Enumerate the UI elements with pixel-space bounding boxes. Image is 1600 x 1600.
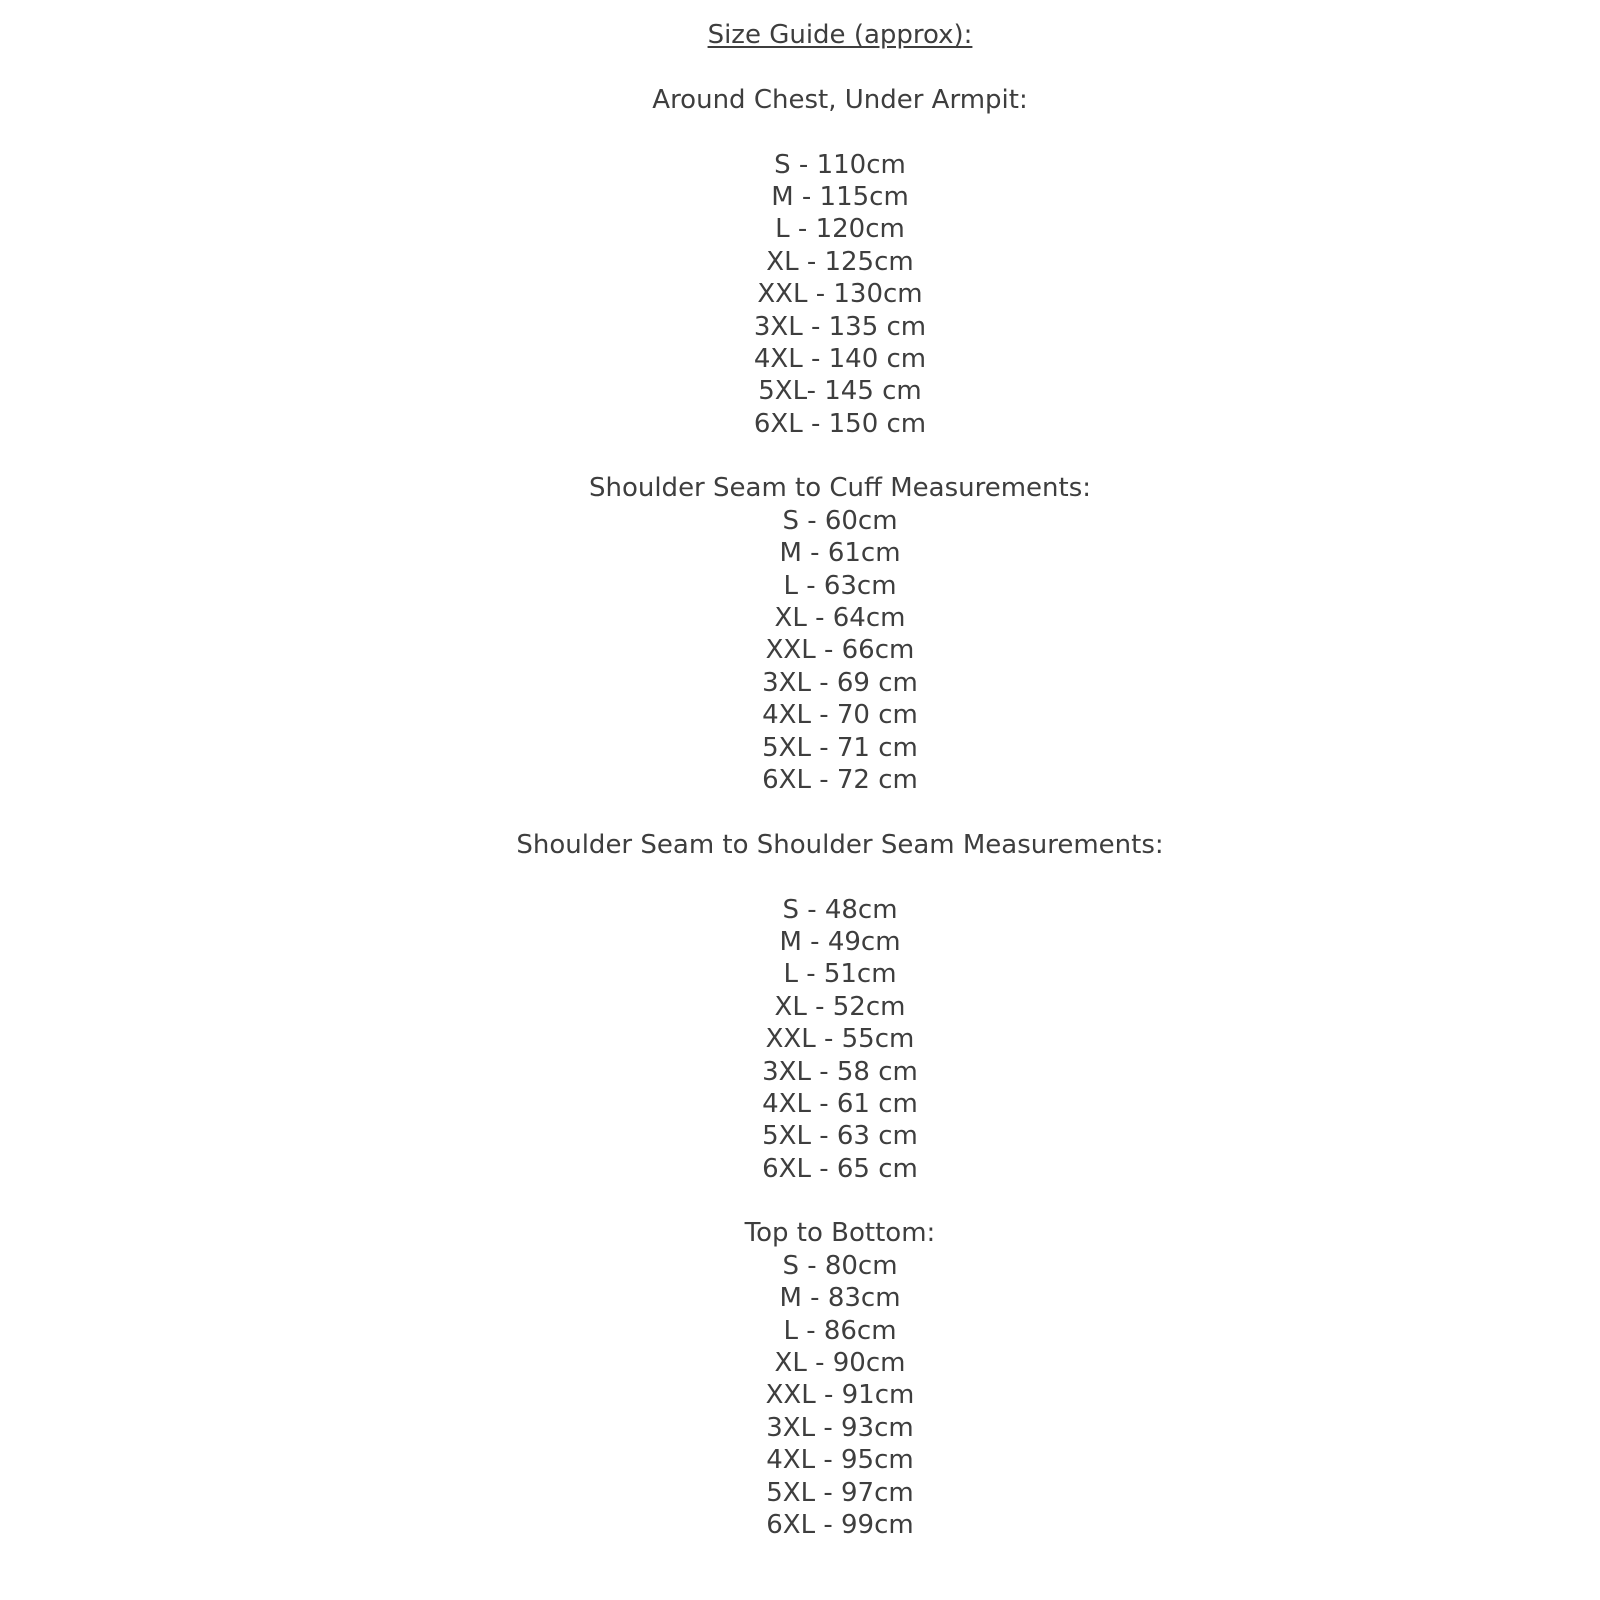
size-row: S - 110cm — [774, 149, 906, 180]
blank-line — [80, 440, 1600, 472]
section-heading: Shoulder Seam to Shoulder Seam Measurements: — [516, 829, 1164, 860]
blank-line — [80, 796, 1600, 828]
size-row: M - 115cm — [771, 181, 909, 212]
size-row: 4XL - 70 cm — [762, 700, 918, 731]
size-row: L - 51cm — [783, 959, 897, 990]
size-row: 5XL- 145 cm — [758, 376, 922, 407]
size-row: XXL - 66cm — [765, 635, 915, 666]
size-row: 3XL - 93cm — [766, 1412, 914, 1443]
section-heading: Around Chest, Under Armpit: — [652, 84, 1028, 115]
size-row: L - 86cm — [783, 1315, 897, 1346]
size-row: 6XL - 99cm — [766, 1509, 914, 1540]
size-row: XXL - 130cm — [757, 279, 923, 310]
section-heading: Shoulder Seam to Cuff Measurements: — [588, 473, 1092, 504]
size-row: 5XL - 71 cm — [762, 732, 918, 763]
size-row: XL - 125cm — [766, 246, 914, 277]
size-row: S - 48cm — [782, 894, 898, 925]
size-row: S - 80cm — [782, 1250, 898, 1281]
size-row: XL - 64cm — [774, 603, 906, 634]
size-row: 3XL - 69 cm — [762, 667, 918, 698]
size-row: 6XL - 72 cm — [762, 764, 918, 795]
size-row: M - 61cm — [779, 538, 901, 569]
blank-line — [80, 861, 1600, 893]
size-row: L - 63cm — [783, 570, 897, 601]
size-row: L - 120cm — [775, 214, 905, 245]
size-row: 4XL - 140 cm — [753, 343, 927, 374]
size-row: 3XL - 58 cm — [762, 1056, 918, 1087]
size-row: XL - 90cm — [774, 1348, 906, 1379]
size-row: XXL - 55cm — [765, 1024, 915, 1055]
size-row: 4XL - 95cm — [766, 1445, 914, 1476]
blank-line — [80, 51, 1600, 83]
size-row: 4XL - 61 cm — [762, 1088, 918, 1119]
size-row: 5XL - 63 cm — [762, 1121, 918, 1152]
blank-line — [80, 116, 1600, 148]
page-title: Size Guide (approx): — [707, 20, 973, 50]
size-row: S - 60cm — [782, 505, 898, 536]
size-row: 6XL - 65 cm — [762, 1153, 918, 1184]
size-row: 3XL - 135 cm — [753, 311, 927, 342]
size-row: XXL - 91cm — [765, 1380, 915, 1411]
size-row: M - 83cm — [779, 1283, 901, 1314]
size-row: 5XL - 97cm — [766, 1477, 914, 1508]
size-row: XL - 52cm — [774, 991, 906, 1022]
blank-line — [80, 1185, 1600, 1217]
size-guide-sections — [80, 51, 1600, 1541]
size-row: 6XL - 150 cm — [753, 408, 927, 439]
section-heading: Top to Bottom: — [744, 1218, 936, 1249]
size-row: M - 49cm — [779, 926, 901, 957]
